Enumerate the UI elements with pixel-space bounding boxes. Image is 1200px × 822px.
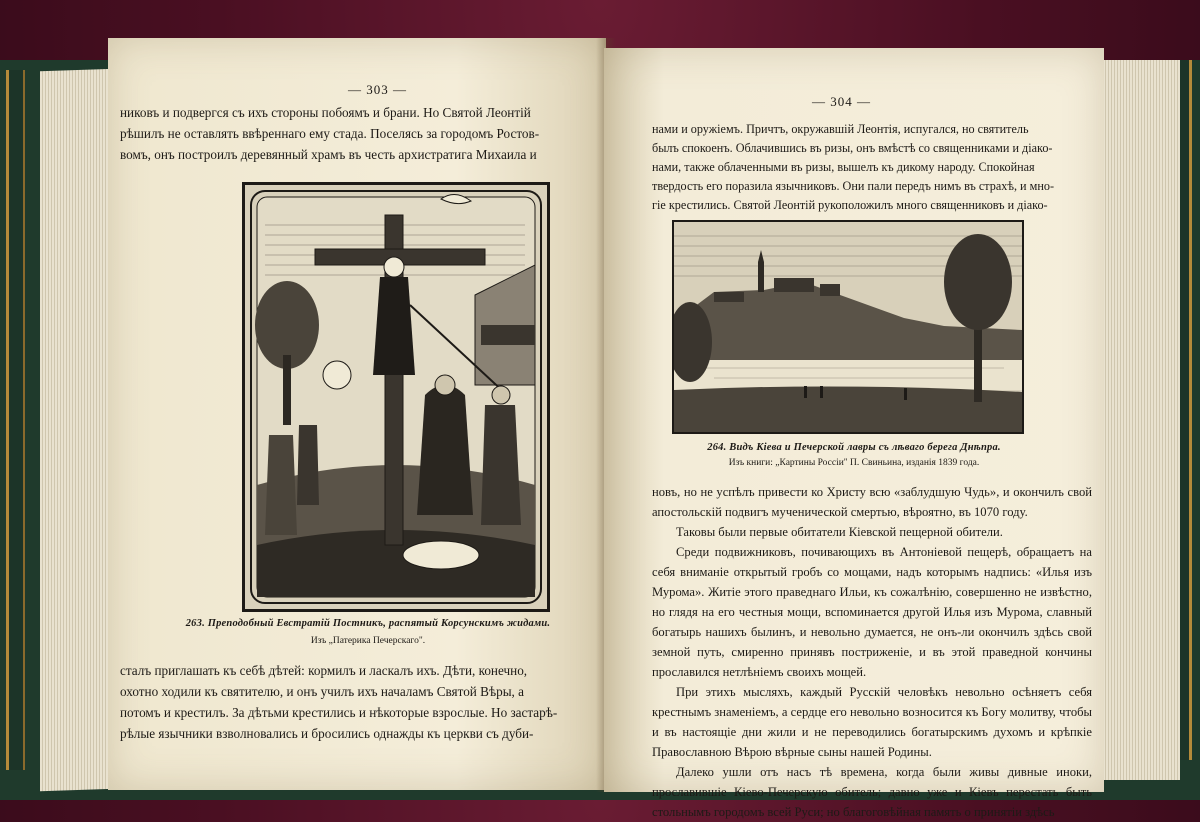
text-line: твердость его поразила язычниковъ. Они пали передъ нимъ въ страхѣ, и мно- xyxy=(652,179,1055,193)
text-line: вомъ, онъ построилъ деревянный храмъ въ честь архистратига Михаила и xyxy=(120,147,537,162)
kiev-lavra-engraving xyxy=(672,220,1024,434)
figure-caption: 263. Преподобный Евстратій Постникъ, распятый Корсунскимъ жидами. xyxy=(185,618,551,629)
text-line: нами, также облаченными въ ризы, вышелъ къ дикому народу. Спокойная xyxy=(652,160,1035,174)
paragraph: Таковы были первые обитатели Кіевской пещерной обители. xyxy=(676,525,1003,539)
left-top-text xyxy=(120,102,594,165)
text-line: нами и оружіемъ. Причтъ, окружавшій Леонтія, испугался, но святитель xyxy=(652,122,1029,136)
text-line: никовъ и подвергся съ ихъ стороны побоямъ и брани. Но Святой Леонтій xyxy=(120,105,531,120)
right-bottom-text xyxy=(652,482,1092,822)
cover-gilt-border-left xyxy=(6,70,25,770)
text-line: гіе крестились. Святой Леонтій рукоположилъ много священниковъ и діако- xyxy=(652,198,1048,212)
text-line: рѣлые язычники взволновались и бросились однажды къ церкви съ дуби- xyxy=(120,726,534,741)
text-line: охотно ходили къ святителю, и онъ училъ ихъ началамъ Святой Вѣры, а xyxy=(120,684,525,699)
left-bottom-text xyxy=(120,660,600,744)
text-line: потомъ и крестилъ. За дѣтьми крестились и нѣкоторые взрослые. Но застарѣ- xyxy=(120,705,558,720)
paragraph: Далеко ушли отъ насъ тѣ времена, когда были живы дивные иноки, прославившіе Кіево-Печерскую обитель; давно уже и Кіевъ перестать быть стольнымъ городомъ всей Руси; но благоговѣйная память о принятіи здѣсь xyxy=(652,765,1092,819)
landscape-illustration xyxy=(674,222,1022,432)
page-number: — 304 — xyxy=(812,94,871,109)
page-number: — 303 — xyxy=(348,82,407,97)
right-top-text xyxy=(652,120,1092,215)
left-page xyxy=(108,38,606,790)
paragraph: При этихъ мысляхъ, каждый Русскій человѣкъ невольно осѣняетъ себя крестнымъ знаменіемъ, а сердце его невольно возносится къ Богу молитву, чтобы и въ настоящіе дни жили и не переводились богатырскимъ духомъ и крѣпкіе Православною Вѣрою вѣрные сыны нашей Родины. xyxy=(652,685,1092,759)
right-page xyxy=(604,48,1104,819)
text-line: сталъ приглашать къ себѣ дѣтей: кормилъ и ласкалъ ихъ. Дѣти, конечно, xyxy=(120,663,528,678)
paragraph: Среди подвижниковъ, почивающихъ въ Антоніевой пещерѣ, обращаетъ на себя вниманіе открытый гробъ со мощами, надъ которымъ надпись: «Илья изъ Мурома». Житіе этого праведнаго Ильи, къ сожалѣнію, совершенно не извѣстно, но глядя на его честныя мощи, вспоминается другой Илья изъ Мурома, славный богатырь нашихъ былинъ, и невольно думается, не онъ-ли окончилъ здѣсь свой земной путь, смиренно принявъ постриженіе, и въ этой праведной кончины прославился нетлѣніемъ своихъ мощей. xyxy=(652,545,1092,679)
paragraph: новъ, но не успѣлъ привести ко Христу всю «заблудшую Чудь», и окончилъ свой апостольскій подвигъ мученической смертью, вѣроятно, въ 1070 году. xyxy=(652,485,1092,519)
page-edges-right xyxy=(1100,60,1180,780)
figure-caption: 264. Видъ Кіева и Печерской лавры съ лѣваго берега Днѣпра. xyxy=(707,442,1001,453)
text-line: рѣшилъ не оставлять ввѣреннаго ему стада. Поселясь за городомъ Ростов- xyxy=(120,126,540,141)
engraving-illustration xyxy=(245,185,547,609)
figure-source: Изъ „Патерика Печерскаго". xyxy=(310,636,426,646)
page-edges-left xyxy=(40,69,115,792)
figure-source: Изъ книги: „Картины Россіи" П. Свиньина, изданія 1839 года. xyxy=(728,458,980,468)
crucifixion-engraving xyxy=(242,182,550,612)
text-line: былъ спокоенъ. Облачившись въ ризы, онъ вмѣстѣ со священниками и діако- xyxy=(652,141,1053,155)
